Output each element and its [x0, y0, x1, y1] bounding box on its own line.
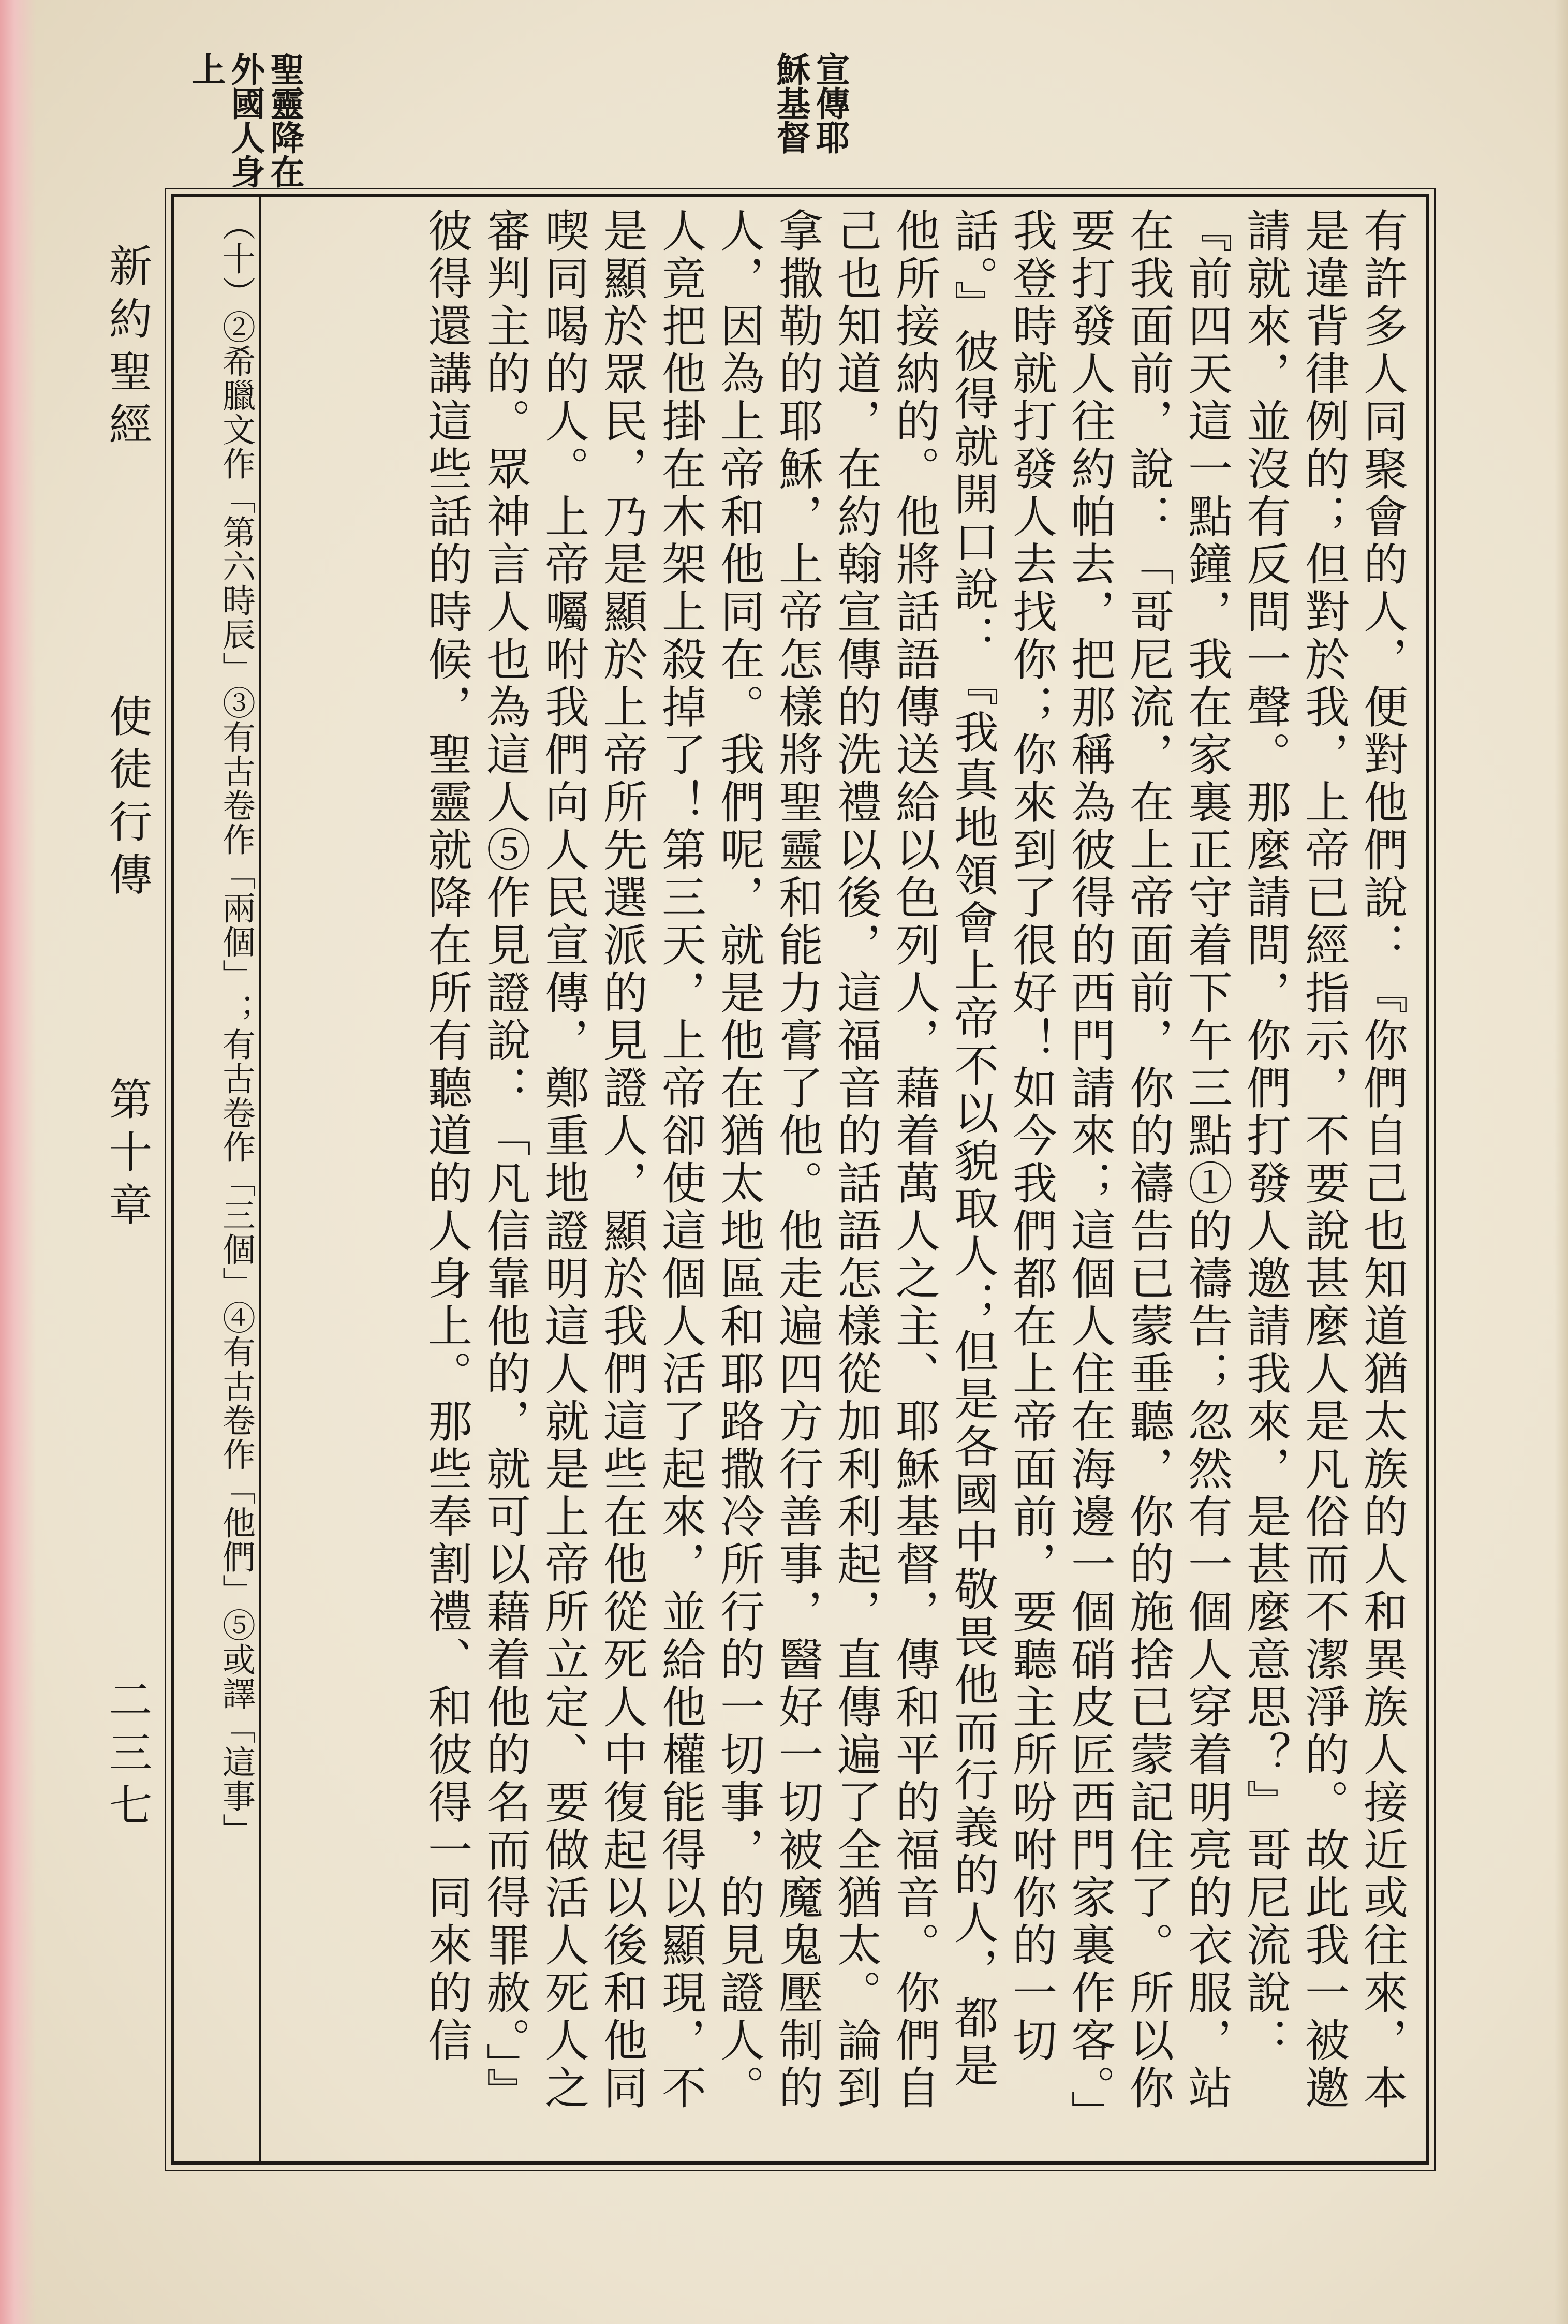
page-number: 二三七 [102, 1677, 153, 1835]
text-frame [171, 194, 1429, 2165]
footnotes: （十）②希臘文作「第六時辰」③有古卷作「兩個」；有古卷作「三個」④有古卷作「他們」⑤或譯「這事」 [217, 208, 255, 1847]
running-head-title: 使徒行傳 [102, 694, 153, 905]
body-area [272, 208, 1416, 2154]
body-text: 有許多人同聚會的人，便對他們說：『你們自己也知道猶太族的人和異族人接近或往來，本是違背律例的；但對於我，上帝已經指示，不要說甚麼人是凡俗而不潔淨的。故此我一被邀請就來，並沒有反問一聲。那麼請問，你們打發人邀請我來，是甚麼意思？』哥尼流說：『前四天這一點鐘，我在家裏正守着下午三點①的禱告；忽然有一個人穿着明亮的衣服，站在我面前，說：「哥尼流，在上帝面前，你的禱告已蒙垂聽，你的施捨已蒙記住了。所以你要打發人往約帕去，把那稱為彼得的西門請來；這個人住在海邊一個硝皮匠西門家裏作客。」我登時就打發人去找你；你來到了很好！如今我們都在上帝面前，要聽主所吩咐你的一切話。』彼得就開口說：『我真地領會上帝不以貌取人；但是各國中敬畏他而行義的人，都是他所接納的。他將話語傳送給以色列人，藉着萬人之主、耶穌基督，傳和平的福音。你們自己也知道，在約翰宣傳的洗禮以後，這福音的話語怎樣從加利利起，直傳遍了全猶太。論到拿撒勒的耶穌，上帝怎樣將聖靈和能力膏了他。他走遍四方行善事，醫好一切被魔鬼壓制的人，因為上帝和他同在。我們呢，就是他在猶太地區和耶路撒冷所行的一切事，的見證人。人竟把他掛在木架上殺掉了！第三天，上帝卻使這個人活了起來，並給他權能得以顯現，不是顯於眾民，乃是顯於上帝所先選派的見證人，顯於我們這些在他從死人中復起以後和他同喫同喝的人。上帝囑咐我們向人民宣傳，鄭重地證明這人就是上帝所立定、要做活人死人之審判主的。眾神言人也為這人⑤作見證說：「凡信靠他的，就可以藉着他的名而得罪赦。」』彼得還講這些話的時候，聖靈就降在所有聽道的人身上。那些奉割禮、和彼得一同來的信 [420, 208, 1408, 2115]
page-edge-stain [0, 0, 36, 2324]
running-head-chapter: 第十章 [102, 1077, 153, 1235]
margin-note-preach-christ: 宣傳耶穌基督 [771, 52, 850, 154]
running-head-book: 新約聖經 [102, 243, 153, 454]
footnote-divider [259, 197, 261, 2161]
margin-note-holy-spirit: 聖靈降在外國人身上 [186, 52, 305, 188]
page-edge-shadow [1555, 0, 1568, 2324]
